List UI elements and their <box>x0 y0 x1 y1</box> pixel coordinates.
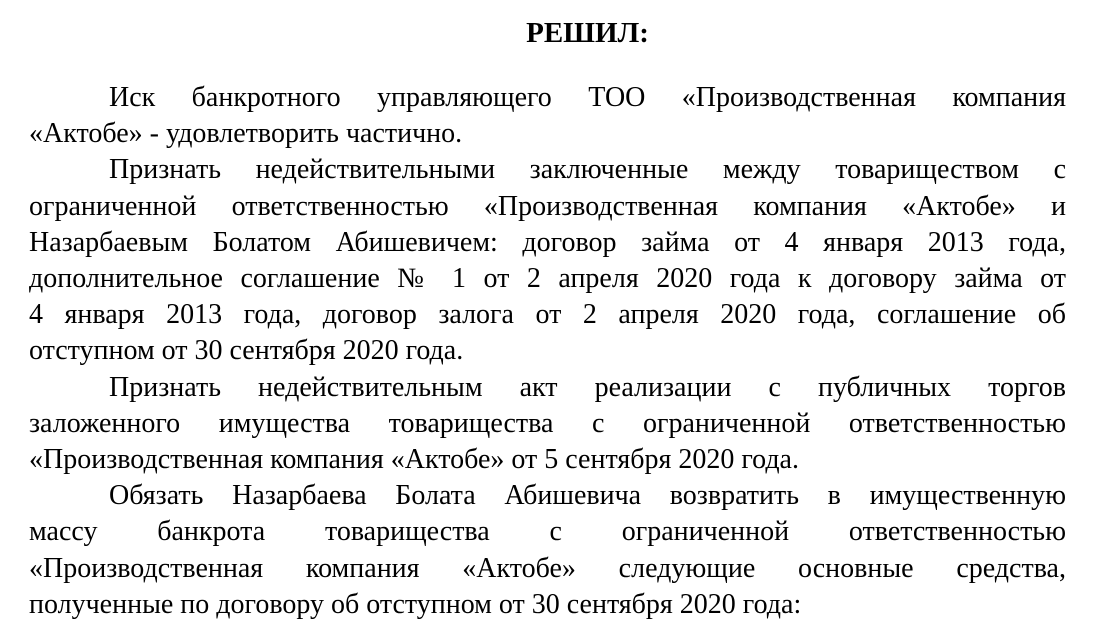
paragraph-invalidate-auction <box>29 370 1066 479</box>
paragraph-invalidate-contracts <box>29 152 1066 369</box>
text-line: Иск банкротного управляющего ТОО «Производственная компания <box>109 82 1066 113</box>
text-line: «Актобе» - удовлетворить частично. <box>29 118 463 150</box>
text-line: «Производственная компания «Актобе» от 5 сентября 2020 года. <box>29 444 799 476</box>
text-line: отступном от 30 сентября 2020 года. <box>29 335 464 367</box>
text-line: Назарбаевым Болатом Абишевичем: договор займа от 4 января 2013 года, <box>29 226 1066 258</box>
text-line: полученные по договору об отступном от 30 сентября 2020 года: <box>29 588 802 620</box>
text-line: ограниченной ответственностью «Производственная компания «Актобе» и <box>29 190 1066 222</box>
text-line: массу банкрота товарищества с ограниченной ответственностью <box>29 516 1066 548</box>
paragraph-obligation <box>29 478 1066 623</box>
text-line: «Производственная компания «Актобе» следующие основные средства, <box>29 552 1066 584</box>
text-line: заложенного имущества товарищества с ограниченной ответственностью <box>29 407 1066 439</box>
document-body <box>29 80 1066 623</box>
text-line: 4 января 2013 года, договор залога от 2 апреля 2020 года, соглашение об <box>29 299 1066 331</box>
text-line: Признать недействительным акт реализации с публичных торгов <box>109 371 1066 403</box>
document-heading: РЕШИЛ: <box>526 17 649 49</box>
paragraph-claim <box>29 80 1066 152</box>
text-line: Обязать Назарбаева Болата Абишевича возвратить в имущественную <box>109 480 1066 512</box>
text-line: Признать недействительными заключенные между товариществом с <box>109 154 1066 186</box>
text-line: дополнительное соглашение № 1 от 2 апреля 2020 года к договору займа от <box>29 263 1066 295</box>
